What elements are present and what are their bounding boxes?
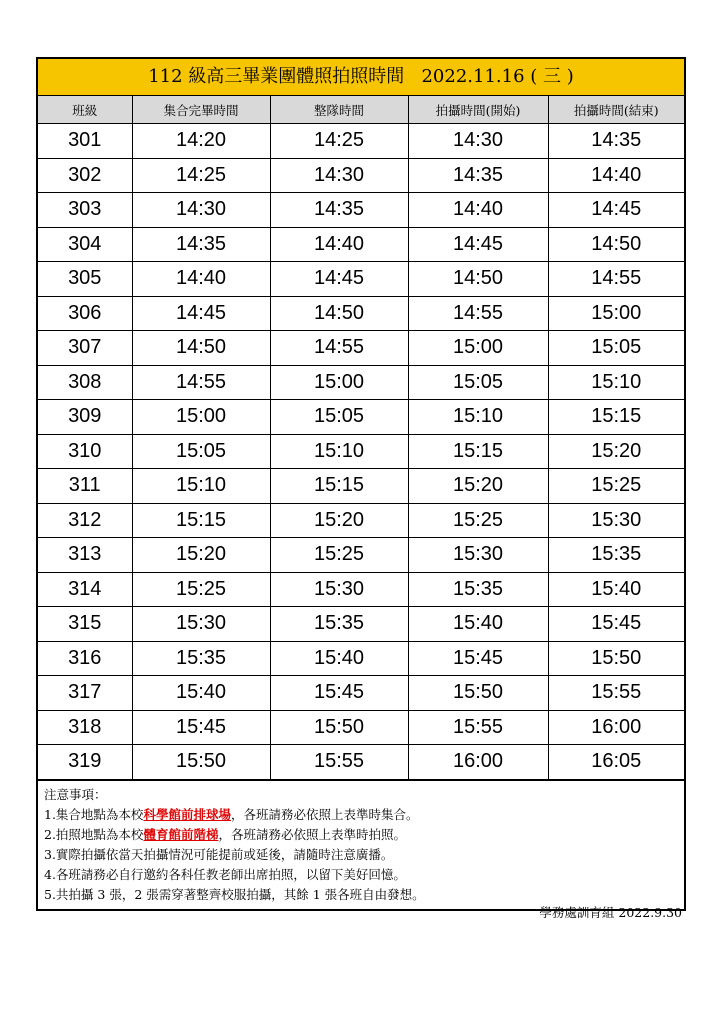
class-number-cell: 306	[38, 296, 132, 331]
notes-section	[38, 779, 684, 909]
photo-start-time-cell: 15:05	[408, 365, 548, 400]
table-row	[38, 745, 684, 779]
photo-end-time-cell: 15:50	[548, 641, 684, 676]
assembly-time-cell: 14:45	[132, 296, 270, 331]
photo-end-time-cell: 15:05	[548, 331, 684, 366]
photo-end-time-cell: 14:55	[548, 262, 684, 297]
lineup-time-cell: 14:35	[270, 193, 408, 228]
class-number-cell: 310	[38, 434, 132, 469]
photo-start-time-cell: 15:00	[408, 331, 548, 366]
note-item	[44, 805, 678, 825]
photo-start-time-cell: 16:00	[408, 745, 548, 779]
photo-end-time-cell: 15:15	[548, 400, 684, 435]
header-class: 班級	[38, 96, 132, 124]
lineup-time-cell: 15:00	[270, 365, 408, 400]
class-number-cell: 305	[38, 262, 132, 297]
table-row	[38, 193, 684, 228]
photo-start-time-cell: 15:45	[408, 641, 548, 676]
class-number-cell: 304	[38, 227, 132, 262]
class-number-cell: 302	[38, 158, 132, 193]
photo-start-time-cell: 15:35	[408, 572, 548, 607]
footer-signature: 學務處訓育組 2022.9.30	[539, 905, 682, 920]
table-row	[38, 641, 684, 676]
photo-end-time-cell: 15:00	[548, 296, 684, 331]
header-assembly-time: 集合完畢時間	[132, 96, 270, 124]
class-number-cell: 309	[38, 400, 132, 435]
schedule-sheet	[36, 57, 686, 911]
lineup-time-cell: 14:55	[270, 331, 408, 366]
lineup-time-cell: 14:45	[270, 262, 408, 297]
photo-start-time-cell: 14:50	[408, 262, 548, 297]
lineup-time-cell: 15:45	[270, 676, 408, 711]
lineup-time-cell: 14:40	[270, 227, 408, 262]
class-number-cell: 312	[38, 503, 132, 538]
class-number-cell: 301	[38, 124, 132, 159]
class-number-cell: 318	[38, 710, 132, 745]
table-row	[38, 227, 684, 262]
class-number-cell: 311	[38, 469, 132, 504]
photo-end-time-cell: 14:50	[548, 227, 684, 262]
photo-start-time-cell: 15:40	[408, 607, 548, 642]
photo-start-time-cell: 15:30	[408, 538, 548, 573]
class-number-cell: 313	[38, 538, 132, 573]
note-text: 5.共拍攝 3 張，2 張需穿著整齊校服拍攝，其餘 1 張各班自由發想。	[44, 886, 425, 902]
photo-start-time-cell: 15:25	[408, 503, 548, 538]
photo-start-time-cell: 15:10	[408, 400, 548, 435]
note-highlight: 體育館前階梯	[143, 826, 219, 842]
note-text: 1.集合地點為本校	[44, 806, 144, 822]
photo-end-time-cell: 16:05	[548, 745, 684, 779]
lineup-time-cell: 15:05	[270, 400, 408, 435]
assembly-time-cell: 15:30	[132, 607, 270, 642]
photo-end-time-cell: 15:35	[548, 538, 684, 573]
photo-start-time-cell: 14:45	[408, 227, 548, 262]
table-row	[38, 434, 684, 469]
photo-end-time-cell: 14:45	[548, 193, 684, 228]
photo-end-time-cell: 15:55	[548, 676, 684, 711]
photo-end-time-cell: 14:40	[548, 158, 684, 193]
class-number-cell: 316	[38, 641, 132, 676]
note-text: ，各班請務必依照上表準時拍照。	[218, 826, 406, 842]
class-number-cell: 317	[38, 676, 132, 711]
assembly-time-cell: 15:15	[132, 503, 270, 538]
lineup-time-cell: 15:35	[270, 607, 408, 642]
photo-end-time-cell: 15:10	[548, 365, 684, 400]
table-row	[38, 158, 684, 193]
lineup-time-cell: 15:20	[270, 503, 408, 538]
assembly-time-cell: 15:40	[132, 676, 270, 711]
notes-heading: 注意事項：	[44, 786, 107, 802]
assembly-time-cell: 15:05	[132, 434, 270, 469]
table-row	[38, 331, 684, 366]
lineup-time-cell: 15:10	[270, 434, 408, 469]
lineup-time-cell: 15:15	[270, 469, 408, 504]
class-number-cell: 303	[38, 193, 132, 228]
note-item	[44, 865, 678, 885]
photo-start-time-cell: 14:35	[408, 158, 548, 193]
note-text: 4.各班請務必自行邀約各科任教老師出席拍照，以留下美好回憶。	[44, 866, 406, 882]
table-row	[38, 710, 684, 745]
class-number-cell: 319	[38, 745, 132, 779]
table-row	[38, 572, 684, 607]
assembly-time-cell: 15:00	[132, 400, 270, 435]
header-photo-end: 拍攝時間(結束)	[548, 96, 684, 124]
table-row	[38, 400, 684, 435]
lineup-time-cell: 14:50	[270, 296, 408, 331]
class-number-cell: 307	[38, 331, 132, 366]
photo-end-time-cell: 15:25	[548, 469, 684, 504]
lineup-time-cell: 15:40	[270, 641, 408, 676]
table-row	[38, 469, 684, 504]
table-row	[38, 538, 684, 573]
assembly-time-cell: 14:55	[132, 365, 270, 400]
photo-end-time-cell: 15:40	[548, 572, 684, 607]
assembly-time-cell: 15:50	[132, 745, 270, 779]
page-title: 112 級高三畢業團體照拍照時間 2022.11.16 ( 三 )	[38, 59, 684, 96]
lineup-time-cell: 15:25	[270, 538, 408, 573]
table-row	[38, 365, 684, 400]
header-lineup-time: 整隊時間	[270, 96, 408, 124]
table-row	[38, 676, 684, 711]
photo-end-time-cell: 15:20	[548, 434, 684, 469]
schedule-table	[38, 96, 684, 779]
photo-end-time-cell: 14:35	[548, 124, 684, 159]
note-text: 3.實際拍攝依當天拍攝情況可能提前或延後，請隨時注意廣播。	[44, 846, 394, 862]
assembly-time-cell: 14:50	[132, 331, 270, 366]
header-photo-start: 拍攝時間(開始)	[408, 96, 548, 124]
assembly-time-cell: 14:25	[132, 158, 270, 193]
lineup-time-cell: 14:30	[270, 158, 408, 193]
table-row	[38, 124, 684, 159]
photo-end-time-cell: 15:45	[548, 607, 684, 642]
note-text: 2.拍照地點為本校	[44, 826, 144, 842]
lineup-time-cell: 15:55	[270, 745, 408, 779]
photo-start-time-cell: 15:55	[408, 710, 548, 745]
assembly-time-cell: 14:35	[132, 227, 270, 262]
table-row	[38, 607, 684, 642]
assembly-time-cell: 15:35	[132, 641, 270, 676]
photo-start-time-cell: 14:55	[408, 296, 548, 331]
assembly-time-cell: 15:10	[132, 469, 270, 504]
photo-start-time-cell: 14:40	[408, 193, 548, 228]
assembly-time-cell: 14:20	[132, 124, 270, 159]
table-row	[38, 296, 684, 331]
note-highlight: 科學館前排球場	[143, 806, 231, 822]
note-item	[44, 845, 678, 865]
note-item	[44, 885, 678, 905]
table-row	[38, 503, 684, 538]
assembly-time-cell: 14:30	[132, 193, 270, 228]
photo-end-time-cell: 16:00	[548, 710, 684, 745]
assembly-time-cell: 15:45	[132, 710, 270, 745]
photo-start-time-cell: 15:20	[408, 469, 548, 504]
assembly-time-cell: 14:40	[132, 262, 270, 297]
note-text: ，各班請務必依照上表準時集合。	[230, 806, 419, 822]
table-row	[38, 262, 684, 297]
lineup-time-cell: 15:30	[270, 572, 408, 607]
photo-start-time-cell: 15:15	[408, 434, 548, 469]
assembly-time-cell: 15:25	[132, 572, 270, 607]
note-item	[44, 825, 678, 845]
class-number-cell: 308	[38, 365, 132, 400]
lineup-time-cell: 14:25	[270, 124, 408, 159]
photo-end-time-cell: 15:30	[548, 503, 684, 538]
lineup-time-cell: 15:50	[270, 710, 408, 745]
header-row	[38, 96, 684, 124]
assembly-time-cell: 15:20	[132, 538, 270, 573]
photo-start-time-cell: 15:50	[408, 676, 548, 711]
class-number-cell: 315	[38, 607, 132, 642]
photo-start-time-cell: 14:30	[408, 124, 548, 159]
class-number-cell: 314	[38, 572, 132, 607]
